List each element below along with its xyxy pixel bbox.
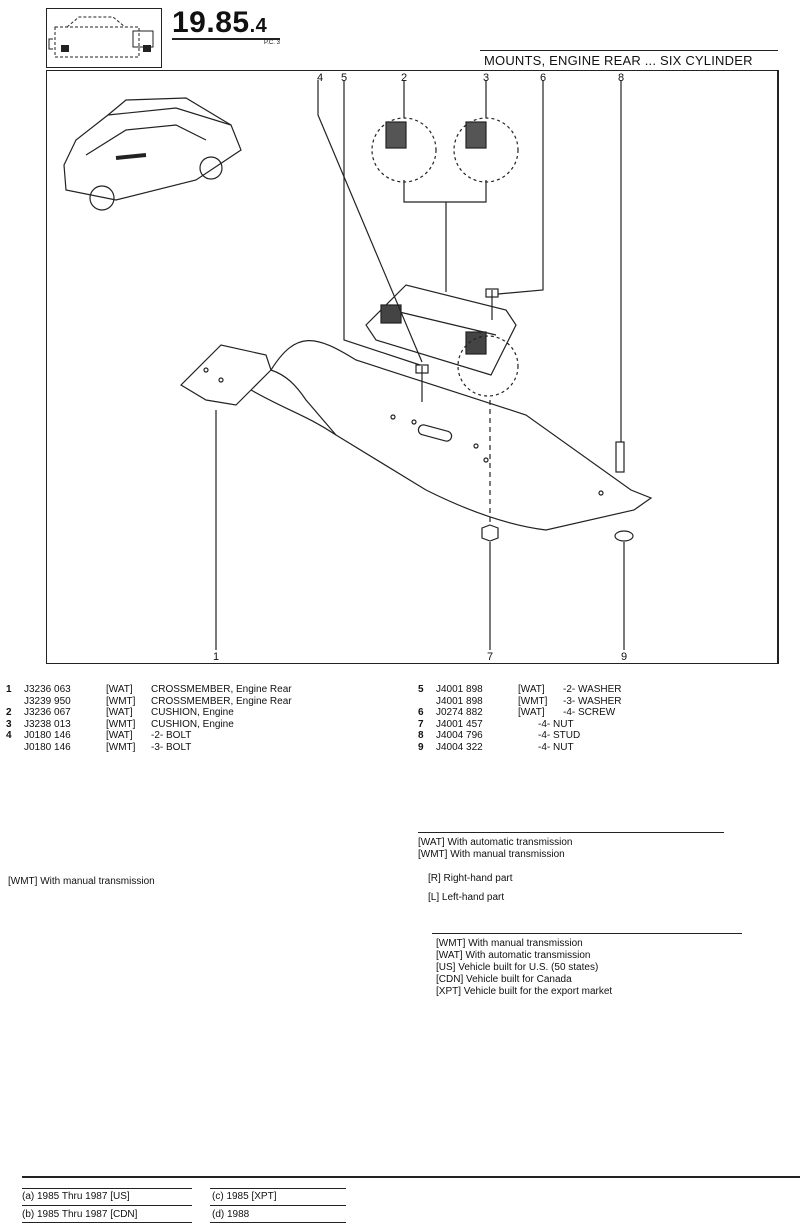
parts-row: 5 J4001 898 [WAT] -2- WASHER <box>418 684 622 695</box>
footer-note-c: (c) 1985 [XPT] <box>212 1191 277 1202</box>
parts-row: 3 J3238 013 [WMT] CUSHION, Engine <box>6 718 234 730</box>
callout-9: 9 <box>620 651 628 663</box>
legend-line: [US] Vehicle built for U.S. (50 states) <box>436 962 599 973</box>
parts-row: 8 J4004 796 -4- STUD <box>418 730 581 741</box>
pc-label: P.C. 3 <box>264 40 280 46</box>
footer-rule-b2 <box>22 1222 192 1223</box>
legend-hand-partial: [R] Right-hand part <box>428 873 513 884</box>
parts-list-right <box>418 684 718 753</box>
legend-line: [WMT] With manual transmission <box>418 849 565 860</box>
footer-rule-a <box>22 1188 192 1189</box>
parts-list-left <box>6 684 336 753</box>
legend-transmission <box>418 837 572 861</box>
parts-row: 7 J4001 457 -4- NUT <box>418 718 574 730</box>
footer-rule-d <box>210 1205 346 1206</box>
title-rule <box>480 50 778 51</box>
parts-row: 6 J0274 882 [WAT] -4- SCREW <box>418 707 616 718</box>
legend-line: [WAT] With automatic transmission <box>418 837 573 848</box>
legend-hand: [L] Left-hand part <box>428 892 505 903</box>
callout-1: 1 <box>212 651 220 663</box>
callout-5: 5 <box>340 72 348 84</box>
footer-rule-b <box>22 1205 192 1206</box>
callout-8: 8 <box>617 72 625 84</box>
page-title: MOUNTS, ENGINE REAR ... SIX CYLINDER <box>484 53 753 68</box>
callout-3: 3 <box>482 72 490 84</box>
footer-rule-c <box>210 1188 346 1189</box>
parts-row: 2 J3236 067 [WAT] CUSHION, Engine <box>6 707 234 718</box>
section-number: 19.85.4 <box>172 6 268 39</box>
parts-row: J0180 146 [WMT] -3- BOLT <box>24 741 192 753</box>
left-note: [WMT] With manual transmission <box>8 876 155 887</box>
legend-line: [WMT] With manual transmission <box>436 938 583 949</box>
legend-line: [XPT] Vehicle built for the export market <box>436 986 613 997</box>
footer-note-b: (b) 1985 Thru 1987 [CDN] <box>22 1209 138 1220</box>
callout-4: 4 <box>316 72 324 84</box>
footer-rule <box>22 1176 800 1178</box>
parts-row: 1 J3236 063 [WAT] CROSSMEMBER, Engine Rear <box>6 684 292 695</box>
parts-row: 9 J4004 322 -4- NUT <box>418 741 574 753</box>
footer-rule-d2 <box>210 1222 346 1223</box>
legend-line: [CDN] Vehicle built for Canada <box>436 974 572 985</box>
legend-rule <box>432 933 742 934</box>
vehicle-location-icon <box>47 9 161 67</box>
legend-line: [WAT] With automatic transmission <box>436 950 591 961</box>
parts-row: J3239 950 [WMT] CROSSMEMBER, Engine Rear <box>24 695 292 707</box>
callout-2: 2 <box>400 72 408 84</box>
vehicle-thumbnail <box>64 98 241 210</box>
vehicle-location-icon-box <box>46 8 162 68</box>
callout-7: 7 <box>486 651 494 663</box>
callout-6: 6 <box>539 72 547 84</box>
cushion-drawing <box>366 285 516 375</box>
footer-note-a: (a) 1985 Thru 1987 [US] <box>22 1191 130 1202</box>
parts-row: 4 J0180 146 [WAT] -2- BOLT <box>6 730 192 741</box>
legend-rule <box>418 832 724 833</box>
legend-market <box>436 938 612 998</box>
footer-note-d: (d) 1988 <box>212 1209 250 1220</box>
exploded-diagram <box>46 70 778 664</box>
parts-row: J4001 898 [WMT] -3- WASHER <box>436 695 622 707</box>
